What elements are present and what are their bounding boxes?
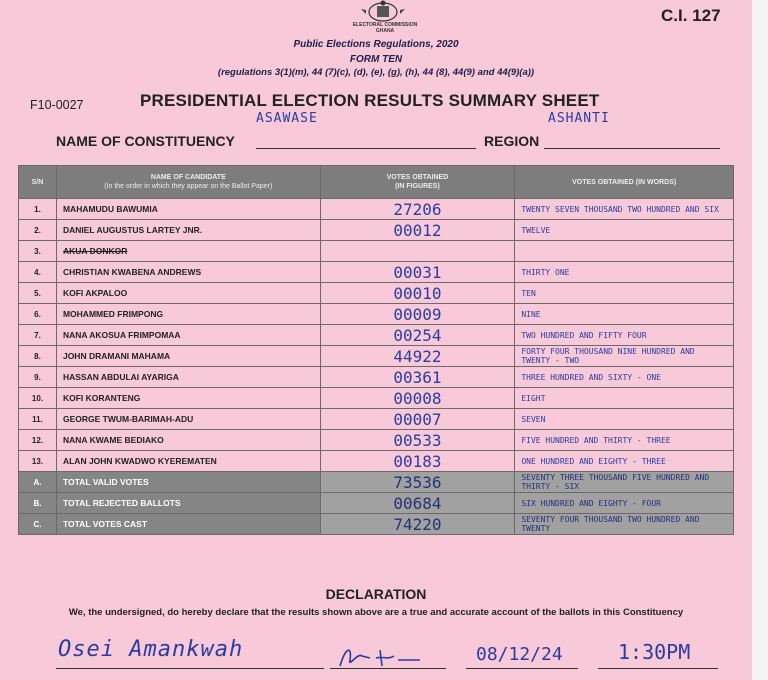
row-sn: 11. <box>19 409 57 430</box>
candidate-row <box>19 451 734 472</box>
signature-mark[interactable] <box>336 642 426 670</box>
results-body <box>19 199 734 535</box>
results-table <box>18 165 734 535</box>
votes-figures-field[interactable]: 00008 <box>320 388 515 409</box>
candidate-row <box>19 388 734 409</box>
constituency-line <box>256 148 476 149</box>
regulations-title: Public Elections Regulations, 2020 <box>293 39 459 50</box>
total-row <box>19 493 734 514</box>
row-sn: 1. <box>19 199 57 220</box>
votes-figures-field[interactable]: 00183 <box>320 451 515 472</box>
votes-figures-field[interactable]: 00010 <box>320 283 515 304</box>
row-sn: 8. <box>19 346 57 367</box>
candidate-row <box>19 199 734 220</box>
candidate-name: GEORGE TWUM-BARIMAH-ADU <box>56 409 320 430</box>
candidate-name: DANIEL AUGUSTUS LARTEY JNR. <box>56 220 320 241</box>
votes-figures-field[interactable]: 74220 <box>320 514 515 535</box>
row-sn: 10. <box>19 388 57 409</box>
votes-figures-field[interactable]: 27206 <box>320 199 515 220</box>
candidate-name: NANA AKOSUA FRIMPOMAA <box>56 325 320 346</box>
candidate-row <box>19 409 734 430</box>
votes-words-field[interactable]: TWENTY SEVEN THOUSAND TWO HUNDRED AND SIX <box>515 199 734 220</box>
row-sn: 13. <box>19 451 57 472</box>
date-line <box>466 668 578 669</box>
votes-figures-field[interactable]: 00684 <box>320 493 515 514</box>
candidate-name: KOFI KORANTENG <box>56 388 320 409</box>
constituency-label: NAME OF CONSTITUENCY <box>56 133 235 149</box>
row-sn: 6. <box>19 304 57 325</box>
votes-figures-field[interactable]: 00007 <box>320 409 515 430</box>
signature-line <box>330 668 446 669</box>
row-sn: 2. <box>19 220 57 241</box>
candidate-row <box>19 241 734 262</box>
votes-words-field[interactable]: TWELVE <box>515 220 734 241</box>
candidate-name: JOHN DRAMANI MAHAMA <box>56 346 320 367</box>
region-field[interactable]: ASHANTI <box>548 111 610 126</box>
votes-words-field[interactable]: NINE <box>515 304 734 325</box>
scan-margin <box>752 0 768 680</box>
row-sn: 3. <box>19 241 57 262</box>
candidate-name: HASSAN ABDULAI AYARIGA <box>56 367 320 388</box>
votes-figures-field[interactable]: 00361 <box>320 367 515 388</box>
votes-figures-field[interactable]: 00533 <box>320 430 515 451</box>
candidate-row <box>19 430 734 451</box>
signature-date[interactable]: 08/12/24 <box>476 644 563 665</box>
votes-words-field[interactable]: ONE HUNDRED AND EIGHTY - THREE <box>515 451 734 472</box>
total-row <box>19 514 734 535</box>
candidate-name: NANA KWAME BEDIAKO <box>56 430 320 451</box>
col-figures-header: VOTES OBTAINED (IN FIGURES) <box>320 166 515 199</box>
constituency-field[interactable]: ASAWASE <box>256 111 318 126</box>
total-row <box>19 472 734 493</box>
time-line <box>598 668 718 669</box>
votes-words-field[interactable]: SEVEN <box>515 409 734 430</box>
votes-figures-field[interactable]: 44922 <box>320 346 515 367</box>
votes-figures-field[interactable]: 00031 <box>320 262 515 283</box>
candidate-row <box>19 283 734 304</box>
votes-figures-field[interactable]: 73536 <box>320 472 515 493</box>
votes-words-field[interactable]: FIVE HUNDRED AND THIRTY - THREE <box>515 430 734 451</box>
signature-time[interactable]: 1:30PM <box>618 640 691 664</box>
signatory-name[interactable]: Osei Amankwah <box>58 637 244 662</box>
declaration-title: DECLARATION <box>325 586 427 602</box>
candidate-row <box>19 262 734 283</box>
candidate-name: AKUA DONKOR <box>56 241 320 262</box>
votes-words-field[interactable]: FORTY FOUR THOUSAND NINE HUNDRED AND TWENTY - TWO <box>515 346 734 367</box>
table-header-row <box>19 166 734 199</box>
votes-words-field[interactable]: SIX HUNDRED AND EIGHTY - FOUR <box>515 493 734 514</box>
candidate-name: TOTAL REJECTED BALLOTS <box>56 493 320 514</box>
votes-figures-field[interactable]: 00254 <box>320 325 515 346</box>
name-line <box>56 668 324 669</box>
commission-label: ELECTORAL COMMISSION GHANA <box>352 22 418 34</box>
votes-words-field[interactable]: SEVENTY FOUR THOUSAND TWO HUNDRED AND TWENTY <box>515 514 734 535</box>
candidate-name: TOTAL VOTES CAST <box>56 514 320 535</box>
votes-words-field[interactable]: TWO HUNDRED AND FIFTY FOUR <box>515 325 734 346</box>
candidate-name: ALAN JOHN KWADWO KYEREMATEN <box>56 451 320 472</box>
col-sn-header: S/N <box>19 166 57 199</box>
regulation-refs: (regulations 3(1)(m), 44 (7)(c), (d), (e), (g), (h), 44 (8), 44(9) and 44(9)(a)) <box>217 67 535 78</box>
votes-words-field[interactable]: SEVENTY THREE THOUSAND FIVE HUNDRED AND THIRTY - SIX <box>515 472 734 493</box>
row-sn: 9. <box>19 367 57 388</box>
candidate-name: TOTAL VALID VOTES <box>56 472 320 493</box>
candidate-row <box>19 367 734 388</box>
row-sn: C. <box>19 514 57 535</box>
declaration-text: We, the undersigned, do hereby declare that the results shown above are a true and accurate account of the ballots in this Constituency <box>68 607 684 618</box>
candidate-row <box>19 220 734 241</box>
votes-words-field[interactable]: THIRTY ONE <box>515 262 734 283</box>
row-sn: B. <box>19 493 57 514</box>
row-sn: 5. <box>19 283 57 304</box>
votes-figures-field[interactable]: 00009 <box>320 304 515 325</box>
page-title: PRESIDENTIAL ELECTION RESULTS SUMMARY SHEET <box>140 91 600 110</box>
col-name-header: NAME OF CANDIDATE (In the order in which they appear on the Ballot Paper) <box>56 166 320 199</box>
candidate-name: MOHAMMED FRIMPONG <box>56 304 320 325</box>
candidate-name: MAHAMUDU BAWUMIA <box>56 199 320 220</box>
votes-words-field[interactable]: THREE HUNDRED AND SIXTY - ONE <box>515 367 734 388</box>
region-line <box>544 148 720 149</box>
row-sn: A. <box>19 472 57 493</box>
votes-words-field[interactable]: EIGHT <box>515 388 734 409</box>
coat-of-arms-icon <box>358 0 408 22</box>
ci-number: C.I. 127 <box>661 6 721 25</box>
votes-words-field[interactable] <box>515 241 734 262</box>
row-sn: 7. <box>19 325 57 346</box>
region-label: REGION <box>484 133 540 149</box>
candidate-row <box>19 346 734 367</box>
form-label: FORM TEN <box>349 54 403 65</box>
candidate-row <box>19 325 734 346</box>
votes-figures-field[interactable] <box>320 241 515 262</box>
candidate-name: KOFI AKPALOO <box>56 283 320 304</box>
candidate-name: CHRISTIAN KWABENA ANDREWS <box>56 262 320 283</box>
form-number: F10-0027 <box>30 98 84 112</box>
row-sn: 12. <box>19 430 57 451</box>
candidate-row <box>19 304 734 325</box>
col-words-header: VOTES OBTAINED (IN WORDS) <box>515 166 734 199</box>
votes-words-field[interactable]: TEN <box>515 283 734 304</box>
row-sn: 4. <box>19 262 57 283</box>
votes-figures-field[interactable]: 00012 <box>320 220 515 241</box>
